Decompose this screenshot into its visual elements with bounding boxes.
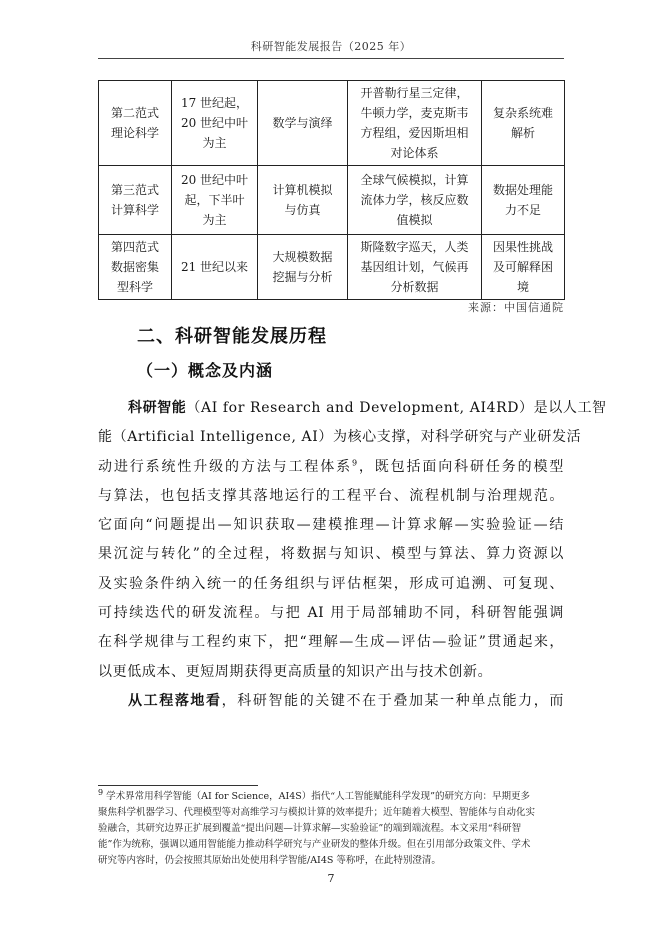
paragraph-line: 它面向“问题提出—知识获取—建模推理—计算求解—实验验证—结 <box>98 517 564 534</box>
table-row <box>99 81 565 166</box>
footnote-mark: 9 <box>98 787 104 797</box>
table-cell-limitation: 复杂系统难 解析 <box>482 81 565 166</box>
table-cell-limitation: 因果性挑战 及可解释困 境 <box>482 235 565 300</box>
subsection-heading: （一）概念及内涵 <box>137 361 274 380</box>
table-cell-examples: 斯隆数字巡天，人类 基因组计划，气候再 分析数据 <box>348 235 482 300</box>
section-heading: 二、科研智能发展历程 <box>137 326 327 347</box>
paragraph-line: 科研智能（AI for Research and Development, AI4RD）是以人工智 <box>128 400 607 416</box>
table-row <box>99 166 565 235</box>
table-cell-limitation: 数据处理能 力不足 <box>482 166 565 235</box>
term-bold: 科研智能 <box>128 400 187 416</box>
table-cell-method: 大规模数据 挖掘与分析 <box>258 235 348 300</box>
table-cell-examples: 开普勒行星三定律， 牛顿力学，麦克斯韦 方程组，爱因斯坦相 对论体系 <box>348 81 482 166</box>
footnote-rule <box>98 785 258 786</box>
paragraph-line: 可持续迭代的研发流程。与把 AI 用于局部辅助不同，科研智能强调 <box>98 605 564 622</box>
table-cell-paradigm: 第四范式 数据密集 型科学 <box>99 235 172 300</box>
table-cell-paradigm: 第二范式 理论科学 <box>99 81 172 166</box>
table-cell-period: 20 世纪中叶 起，下半叶 为主 <box>172 166 258 235</box>
header-rule <box>98 58 564 59</box>
table-row <box>99 235 565 300</box>
paragraph-line: 以更低成本、更短周期获得更高质量的知识产出与技术创新。 <box>98 663 493 680</box>
table-cell-examples: 全球气候模拟，计算 流体力学，核反应数 值模拟 <box>348 166 482 235</box>
paragraph-line: 与算法，也包括支撑其落地运行的工程平台、流程机制与治理规范。 <box>98 487 564 504</box>
table-source: 来源：中国信通院 <box>468 301 564 314</box>
table-cell-period: 17 世纪起， 20 世纪中叶 为主 <box>172 81 258 166</box>
running-header: 科研智能发展报告（2025 年） <box>250 40 412 53</box>
footnote-line: $^9$ 学术界常用科学智能（AI for Science，AI4S）指代“人工智能赋能科学发现”的研究方向：早期更多 <box>98 787 530 802</box>
paragraph-line: 在科学规律与工程约束下，把“理解—生成—评估—验证”贯通起来， <box>98 634 564 651</box>
footnote-line: 研究等内容时，仍会按照其原始出处使用科学智能/AI4S 等称呼，在此特别澄清。 <box>98 855 441 866</box>
paragraph-line: 从工程落地看，科研智能的关键不在于叠加某一种单点能力，而 <box>128 692 565 709</box>
term-bold: 从工程落地看 <box>128 692 222 709</box>
table-cell-period: 21 世纪以来 <box>172 235 258 300</box>
paradigm-table <box>98 80 565 300</box>
paragraph-line: 及实验条件纳入统一的任务组织与评估框架，形成可追溯、可复现、 <box>98 575 564 592</box>
paragraph-line: 动进行系统性升级的方法与工程体系$^9$，既包括面向科研任务的模型 <box>98 457 564 475</box>
footnote <box>98 789 564 869</box>
footnote-line: 能”作为统称，强调以通用智能能力推动科学研究与产业研发的整体升级。但在引用部分政策文件、学术 <box>98 839 531 850</box>
table-cell-method: 数学与演绎 <box>258 81 348 166</box>
footnote-line: 验融合，其研究边界正扩展到覆盖“提出问题—计算求解—实验验证”的端到端流程。本文采用“科研智 <box>98 823 522 834</box>
table-cell-method: 计算机模拟 与仿真 <box>258 166 348 235</box>
page-number: 7 <box>327 872 335 885</box>
table-cell-paradigm: 第三范式 计算科学 <box>99 166 172 235</box>
body-text <box>98 394 607 716</box>
paragraph-line: 果沉淀与转化”的全过程，将数据与知识、模型与算法、算力资源以 <box>98 546 564 563</box>
paragraph-line: 能（Artificial Intelligence, AI）为核心支撑，对科学研究与产业研发活 <box>98 429 582 446</box>
footnote-ref[interactable]: 9 <box>351 457 358 467</box>
footnote-line: 聚焦科学机器学习、代理模型等对高维学习与模拟计算的效率提升；近年随着大模型、智能体与自动化实 <box>98 807 536 818</box>
